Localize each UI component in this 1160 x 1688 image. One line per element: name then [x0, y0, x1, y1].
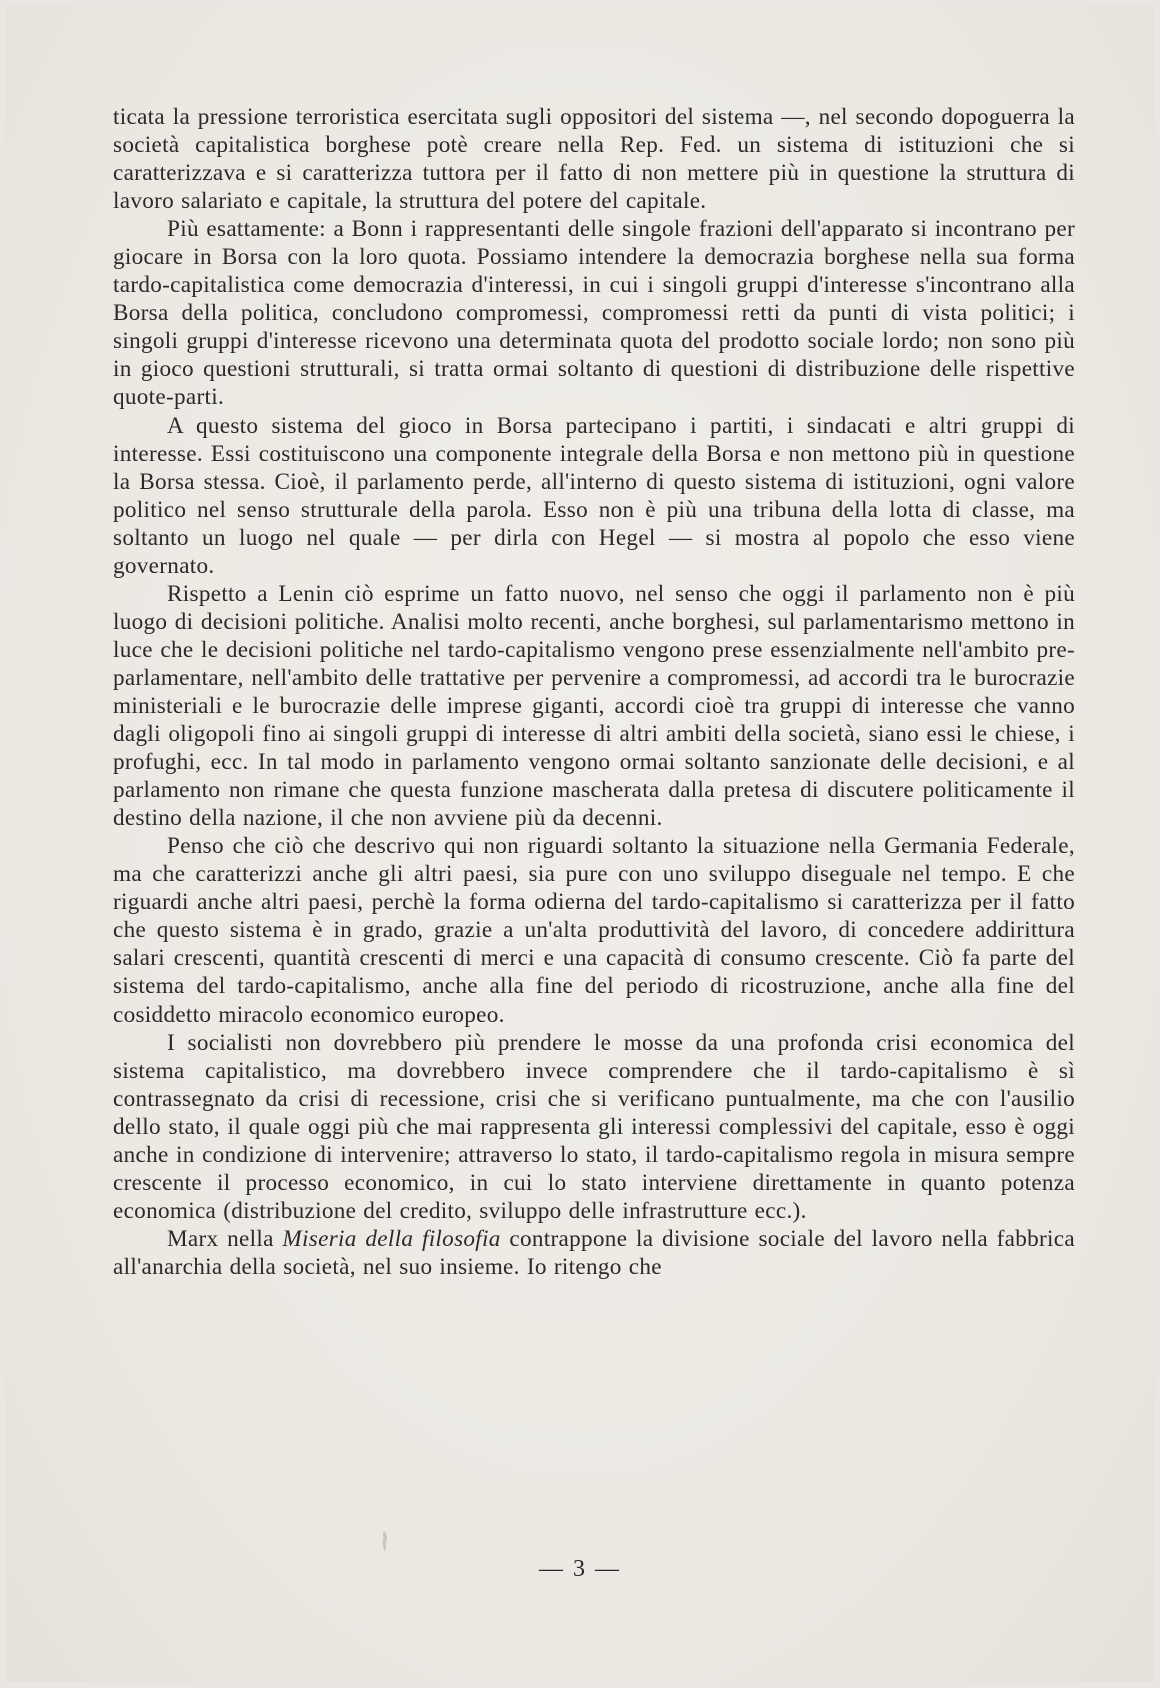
paragraph-5: Penso che ciò che descrivo qui non riguardi soltanto la situazione nella Germania Federale, ma che caratterizzi anche gli altri paesi, sia pure con uno sviluppo diseguale nel tempo. E che riguardi anche altri paesi, perchè la forma odierna del tardo-capitalismo si caratterizza per il fatto che questo sistema è in grado, grazie a un'alta produttività del lavoro, di concedere addirittura salari crescenti, quantità crescenti di merci e una capacità di consumo crescente. Ciò fa parte del sistema del tardo-capitalismo, anche alla fine del periodo di ricostruzione, anche alla fine del cosiddetto miracolo economico europeo.: [113, 833, 1075, 1028]
paragraph-3: A questo sistema del gioco in Borsa partecipano i partiti, i sindacati e altri gruppi di interesse. Essi costituiscono una componente integrale della Borsa e non mettono più in questione la Borsa stessa. Cioè, il parlamento perde, all'interno di questo sistema di istituzioni, ogni valore politico nel senso strutturale della parola. Esso non è più una tribuna della lotta di classe, ma soltanto un luogo nel quale — per dirla con Hegel — si mostra al popolo che esso viene governato.: [113, 412, 1075, 579]
body-text: [113, 103, 1075, 1281]
paragraph-7-lead: Marx nella: [167, 1225, 283, 1252]
page-number: — 3 —: [539, 1556, 621, 1582]
ink-smudge-icon: [380, 1530, 390, 1552]
paragraph-6: I socialisti non dovrebbero più prendere le mosse da una profonda crisi economica del sistema capitalistico, ma dovrebbero invece comprendere che il tardo-capitalismo è sì contrassegnato da crisi di recessione, crisi che si verificano puntualmente, ma che con l'ausilio dello stato, il quale oggi più che mai rappresenta gli interessi complessivi del capitale, esso è oggi anche in condizione di intervenire; attraverso lo stato, il tardo-capitalismo regola in misura sempre crescente il processo economico, in cui lo stato interviene direttamente in quanto potenza economica (distribuzione del credito, sviluppo delle infrastrutture ecc.).: [113, 1029, 1075, 1224]
book-title: Miseria della filosofia: [282, 1225, 501, 1252]
paragraph-7: [113, 1225, 1075, 1281]
paragraph-7-rest: contrappone la divisione sociale del lavoro nella fabbrica all'anarchia della società, nel suo insieme. Io ritengo che: [113, 1225, 1075, 1280]
paragraph-2: Più esattamente: a Bonn i rappresentanti delle singole frazioni dell'apparato si incontrano per giocare in Borsa con la loro quota. Possiamo intendere la democrazia borghese nella sua forma tardo-capitalistica come democrazia d'interessi, in cui i singoli gruppi d'interesse s'incontrano alla Borsa della politica, concludono compromessi, compromessi retti da punti di vista politici; i singoli gruppi d'interesse ricevono una determinata quota del prodotto sociale lordo; non sono più in gioco questioni strutturali, si tratta ormai soltanto di questioni di distribuzione delle rispettive quote-parti.: [113, 216, 1075, 411]
paragraph-4: Rispetto a Lenin ciò esprime un fatto nuovo, nel senso che oggi il parlamento non è più luogo di decisioni politiche. Analisi molto recenti, anche borghesi, sul parlamentarismo mettono in luce che le decisioni politiche nel tardo-capitalismo vengono prese essenzialmente nell'ambito pre-parlamentare, nell'ambito delle trattative per pervenire a compromessi, ad accordi tra le burocrazie ministeriali e le burocrazie delle imprese giganti, accordi cioè tra gruppi di interesse che vanno dagli oligopoli fino ai singoli gruppi di interesse di altri ambiti della società, siano essi le chiese, i profughi, ecc. In tal modo in parlamento vengono ormai soltanto sanzionate delle decisioni, e al parlamento non rimane che questa funzione mascherata dalla pretesa di discutere politicamente il destino della nazione, il che non avviene più da decenni.: [113, 580, 1075, 832]
paragraph-1: ticata la pressione terroristica esercitata sugli oppositori del sistema —, nel secondo dopoguerra la società capitalistica borghese potè creare nella Rep. Fed. un sistema di istituzioni che si caratterizzava e si caratterizza tuttora per il fatto di non mettere più in questione la struttura di lavoro salariato e capitale, la struttura del potere del capitale.: [113, 104, 1075, 215]
